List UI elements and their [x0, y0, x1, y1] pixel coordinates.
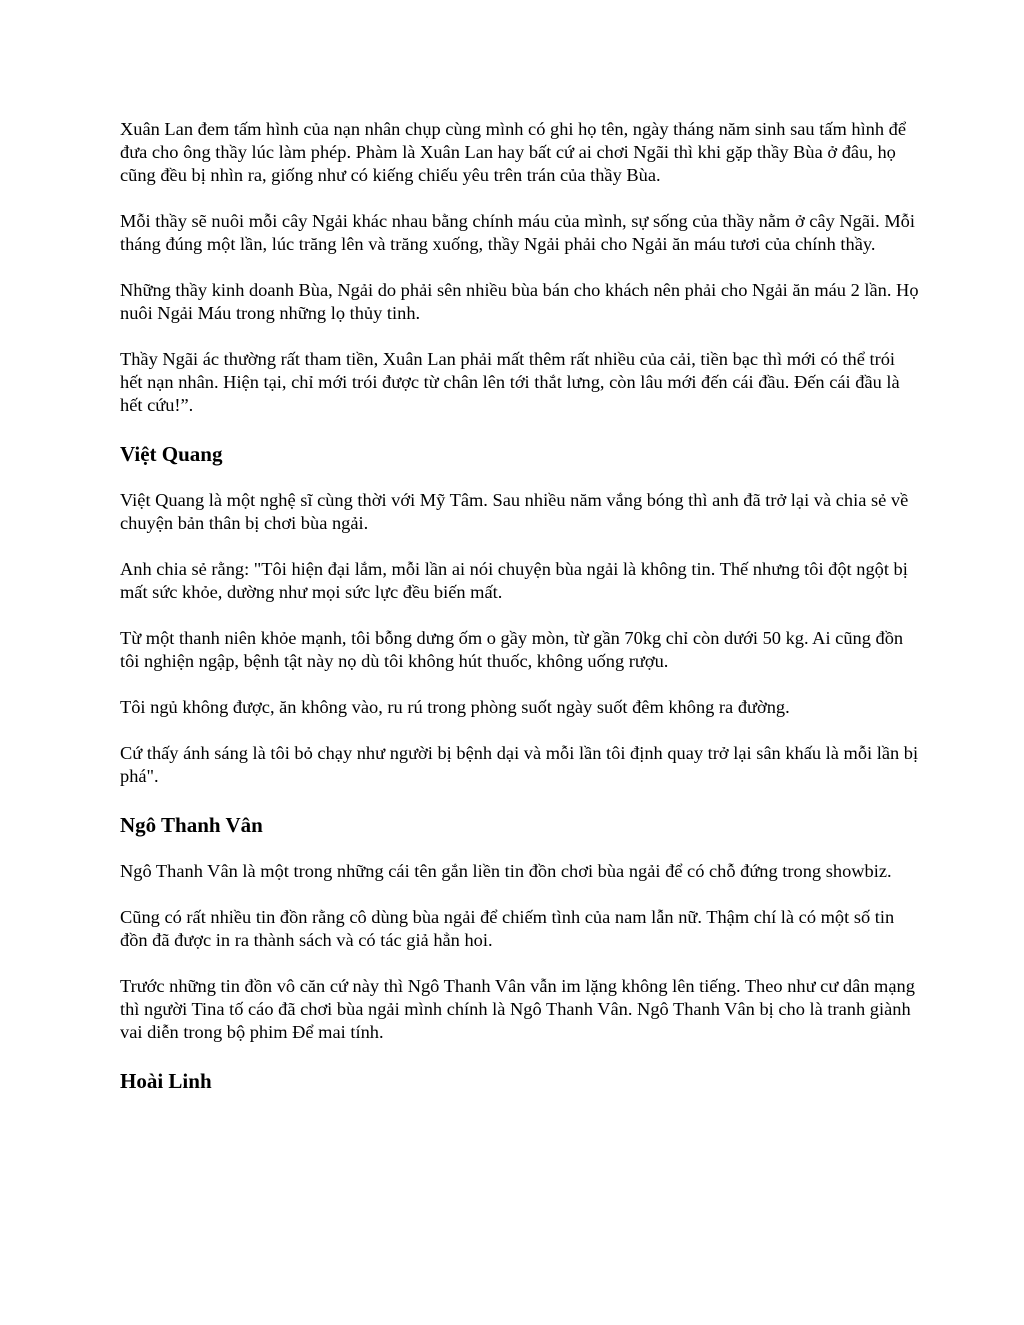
paragraph: Từ một thanh niên khỏe mạnh, tôi bỗng dưng ốm o gầy mòn, từ gần 70kg chỉ còn dưới 50 kg. Ai cũng đồn tôi nghiện ngập, bệnh tật này nọ dù tôi không hút thuốc, không uống rượu. [120, 628, 904, 671]
paragraph: Ngô Thanh Vân là một trong những cái tên gắn liền tin đồn chơi bùa ngải để có chỗ đứng trong showbiz. [120, 861, 892, 881]
paragraph: Tôi ngủ không được, ăn không vào, ru rú trong phòng suốt ngày suốt đêm không ra đường. [120, 697, 790, 717]
paragraph: Việt Quang là một nghệ sĩ cùng thời với Mỹ Tâm. Sau nhiều năm vắng bóng thì anh đã trở lại và chia sẻ về chuyện bản thân bị chơi bùa ngải. [120, 490, 909, 533]
paragraph: Anh chia sẻ rằng: "Tôi hiện đại lắm, mỗi lần ai nói chuyện bùa ngải là không tin. Thế nhưng tôi đột ngột bị mất sức khỏe, dường như mọi sức lực đều biến mất. [120, 559, 908, 602]
paragraph: Những thầy kinh doanh Bùa, Ngải do phải sên nhiều bùa bán cho khách nên phải cho Ngải ăn máu 2 lần. Họ nuôi Ngải Máu trong những lọ thủy tinh. [120, 280, 919, 323]
document-page [120, 118, 920, 1116]
section-heading: Việt Quang [120, 442, 223, 466]
paragraph: Mỗi thầy sẽ nuôi mỗi cây Ngải khác nhau bằng chính máu của mình, sự sống của thầy nằm ở cây Ngãi. Mỗi tháng đúng một lần, lúc trăng lên và trăng xuống, thầy Ngải phải cho Ngải ăn máu tươi của chính thầy. [120, 211, 915, 254]
paragraph: Cứ thấy ánh sáng là tôi bỏ chạy như người bị bệnh dại và mỗi lần tôi định quay trở lại sân khấu là mỗi lần bị phá". [120, 743, 919, 786]
paragraph: Cũng có rất nhiều tin đồn rằng cô dùng bùa ngải để chiếm tình của nam lẫn nữ. Thậm chí là có một số tin đồn đã được in ra thành sách và có tác giả hẳn hoi. [120, 907, 895, 950]
paragraph: Xuân Lan đem tấm hình của nạn nhân chụp cùng mình có ghi họ tên, ngày tháng năm sinh sau tấm hình để đưa cho ông thầy lúc làm phép. Phàm là Xuân Lan hay bất cứ ai chơi Ngãi thì khi gặp thầy Bùa ở đâu, họ cũng đều bị nhìn ra, giống như có kiếng chiếu yêu trên trán của thầy Bùa. [120, 119, 907, 185]
section-heading: Hoài Linh [120, 1069, 212, 1093]
section-heading: Ngô Thanh Vân [120, 813, 263, 837]
paragraph: Trước những tin đồn vô căn cứ này thì Ngô Thanh Vân vẫn im lặng không lên tiếng. Theo như cư dân mạng thì người Tina tố cáo đã chơi bùa ngải mình chính là Ngô Thanh Vân. Ngô Thanh Vân bị cho là tranh giành vai diễn trong bộ phim Để mai tính. [120, 976, 915, 1042]
paragraph: Thầy Ngãi ác thường rất tham tiền, Xuân Lan phải mất thêm rất nhiều của cải, tiền bạc thì mới có thể trói hết nạn nhân. Hiện tại, chỉ mới trói được từ chân lên tới thắt lưng, còn lâu mới đến cái đầu. Đến cái đầu là hết cứu!”. [120, 349, 900, 415]
